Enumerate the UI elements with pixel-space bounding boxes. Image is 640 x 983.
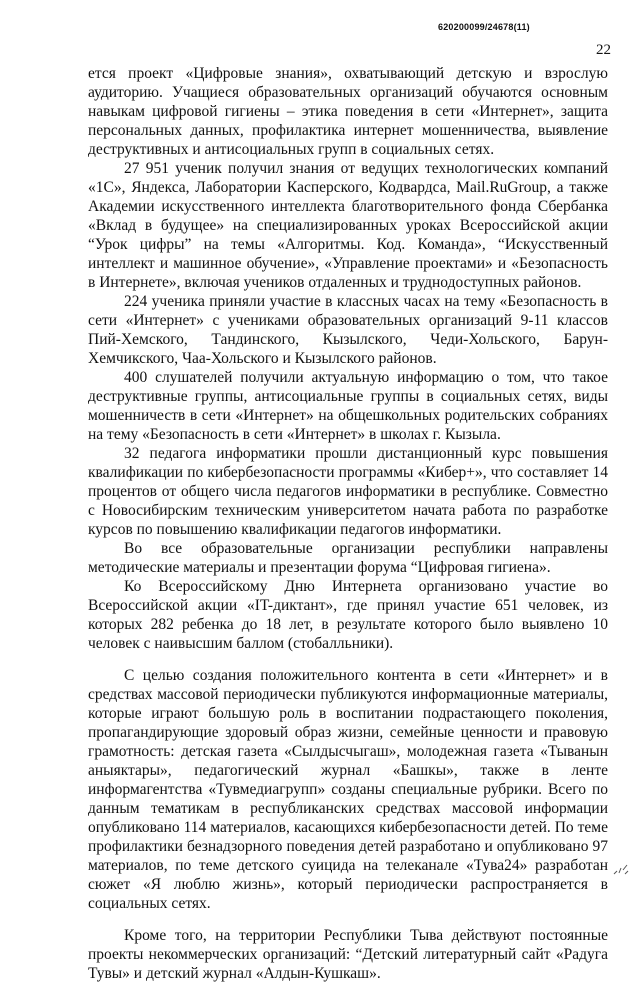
page-number: 22	[596, 42, 611, 58]
paragraph-continuation: ется проект «Цифровые знания», охватывающий детскую и взрослую аудиторию. Учащиеся образовательных организаций обучаются основным навыкам цифровой гигиены – этика поведения в сети «Интернет», защита персональных данных, профилактика интернет мошенничества, выявление деструктивных и антисоциальных групп в социальных сетях.	[88, 65, 608, 158]
document-body	[88, 64, 608, 983]
paragraph-it-dictation: Ко Всероссийскому Дню Интернета организовано участие во Всероссийской акции «IT-диктант», где принял участие 651 человек, из которых 282 ребенка до 18 лет, в результате которого было выявлено 10 человек с наивысшим баллом (стобалльники).	[88, 578, 608, 652]
document-id: 620200099/24678(11)	[438, 22, 530, 32]
paragraph-parents-meetings: 400 слушателей получили актуальную информацию о том, что такое деструктивные группы, антисоциальные группы в социальных сетях, виды мошенничеств в сети «Интернет» на общешкольных родительских собраниях на тему «Безопасность в сети «Интернет» в школах г. Кызыла.	[88, 369, 608, 443]
paragraph-methodical-materials: Во все образовательные организации республики направлены методические материалы и презентации форума “Цифровая гигиена».	[88, 540, 608, 576]
paragraph-teachers-course: 32 педагога информатики прошли дистанционный курс повышения квалификации по кибербезопасности программы «Кибер+», что составляет 14 процентов от общего числа педагогов информатики в республике. Совместно с Новосибирским техническим университетом начата работа по разработке курсов по повышению квалификации педагогов информатики.	[88, 445, 608, 538]
paragraph-positive-content: С целью создания положительного контента в сети «Интернет» и в средствах массовой периодически публикуются информационные материалы, которые играют большую роль в воспитании подрастающего поколения, пропагандирующие здоровый образ жизни, семейные ценности и правовую грамотность: детская газета «Сылдысчыгаш», молодежная газета «Тыванын аныяктары», педагогический журнал «Башкы», также в ленте информагентства «Тувмедиагрупп» созданы специальные рубрики. Всего по данным тематикам в республиканских средствах массовой информации опубликовано 114 материалов, касающихся кибербезопасности детей. По теме профилактики безнадзорного поведения детей разработано и опубликовано 97 материалов, по теме детского суицида на телеканале «Тува24» разработан сюжет «Я люблю жизнь», который периодически распространяется в социальных сетях.	[88, 667, 608, 912]
paragraph-students-knowledge: 27 951 ученик получил знания от ведущих технологических компаний «1С», Яндекса, Лаборатории Касперского, Кодвардса, Mail.RuGroup, а также Академии искусственного интеллекта благотворительного фонда Сбербанка «Вклад в будущее» на специализированных уроках Всероссийской акции “Урок цифры” на темы «Алгоритмы. Код. Команда», “Искусственный интеллект и машинное обучение», «Управление проектами» и «Безопасность в Интернете», включая учеников отдаленных и труднодоступных районов.	[88, 160, 608, 291]
paragraph-nko-projects: Кроме того, на территории Республики Тыва действуют постоянные проекты некоммерческих организаций: “Детский литературный сайт «Радуга Тувы» и детский журнал «Алдын-Кушкаш».	[88, 927, 608, 982]
paragraph-class-hours: 224 ученика приняли участие в классных часах на тему «Безопасность в сети «Интернет» с учениками образовательных организаций 9-11 классов Пий-Хемского, Тандинского, Кызылского, Чеди-Хольского, Барун-Хемчикского, Чаа-Хольского и Кызылского районов.	[88, 293, 608, 367]
scan-mark-icon	[612, 862, 630, 876]
